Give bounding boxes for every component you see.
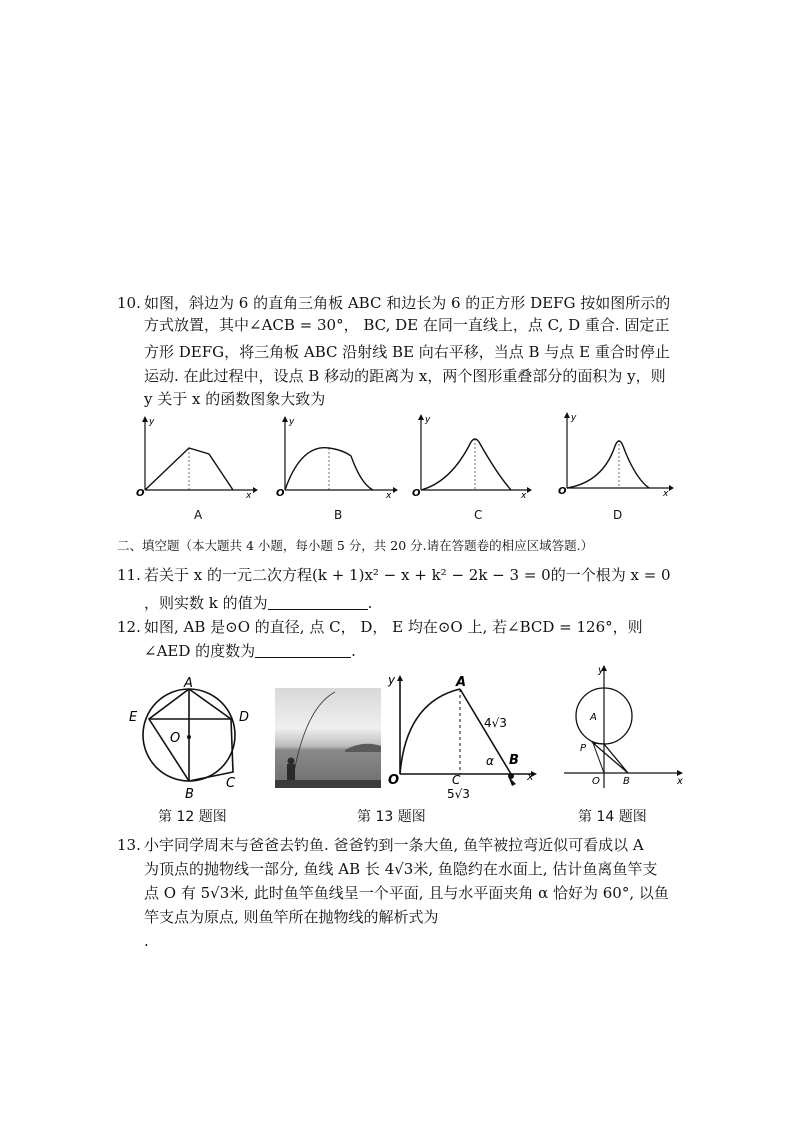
q11-line-1: 若关于 x 的一元二次方程(k + 1)x² − x + k² − 2k − 3 = 0的一个根为 x = 0 bbox=[144, 566, 671, 584]
figure-14-graph bbox=[560, 660, 686, 790]
figure-12-circle bbox=[125, 672, 260, 802]
q10-line-1: 如图，斜边为 6 的直角三角板 ABC 和边长为 6 的正方形 DEFG 按如图所示的 bbox=[144, 294, 671, 312]
fig13-label-c: C bbox=[452, 773, 461, 787]
caption-fig-14: 第 14 题图 bbox=[578, 809, 647, 825]
fig12-label-o: O bbox=[170, 731, 181, 746]
graph-a-y-label: y bbox=[149, 417, 155, 427]
option-label-c: C bbox=[474, 508, 483, 522]
fig14-label-x: x bbox=[677, 776, 683, 787]
fishing-photo bbox=[275, 688, 381, 788]
q11-line-2-end: . bbox=[367, 594, 373, 612]
q10-line-4: 运动. 在此过程中，设点 B 移动的距离为 x，两个图形重叠部分的面积为 y，则 bbox=[144, 367, 666, 385]
fig13-label-length: 4√3 bbox=[484, 716, 507, 730]
option-label-d: D bbox=[613, 508, 623, 522]
graph-d-origin: O bbox=[558, 486, 567, 496]
fig13-label-b: B bbox=[509, 753, 519, 768]
q13-line-4: 竿支点为原点, 则鱼竿所在抛物线的解析式为 bbox=[144, 908, 439, 926]
q11-line-2-text: ，则实数 k 的值为 bbox=[144, 594, 268, 612]
caption-fig-13: 第 13 题图 bbox=[357, 809, 426, 825]
fig13-label-a: A bbox=[456, 675, 467, 690]
fig12-label-c: C bbox=[226, 776, 236, 791]
q12-answer-blank[interactable] bbox=[255, 642, 351, 658]
fig13-label-y: y bbox=[388, 673, 396, 687]
graph-b-origin: O bbox=[276, 488, 285, 498]
fig12-label-e: E bbox=[129, 710, 138, 725]
graph-c-y-label: y bbox=[425, 415, 431, 425]
fig13-label-o: O bbox=[388, 773, 400, 788]
q13-line-5: . bbox=[144, 932, 149, 950]
q10-line-2: 方式放置，其中∠ACB = 30°， BC, DE 在同一直线上，点 C, D 重合. 固定正 bbox=[144, 316, 670, 334]
q13-line-1: 小宇同学周末与爸爸去钓鱼. 爸爸钓到一条大鱼, 鱼竿被拉弯近似可看成以 A bbox=[144, 836, 644, 854]
q10-number: 10. bbox=[117, 294, 141, 312]
option-label-b: B bbox=[334, 508, 343, 522]
graph-b-x-label: x bbox=[386, 491, 392, 498]
fig13-label-x: x bbox=[527, 770, 534, 783]
fig13-label-alpha: α bbox=[486, 754, 494, 768]
graph-d-y-label: y bbox=[571, 413, 577, 423]
option-graph-d bbox=[555, 410, 675, 496]
q10-line-5: y 关于 x 的函数图象大致为 bbox=[144, 390, 326, 408]
fig14-label-b: B bbox=[623, 776, 630, 787]
q13-number: 13. bbox=[117, 836, 141, 854]
fig12-label-d: D bbox=[239, 710, 250, 725]
option-graph-b bbox=[273, 414, 398, 498]
q11-number: 11. bbox=[117, 566, 141, 584]
section-header: 二、填空题（本大题共 4 小题，每小题 5 分，共 20 分.请在答题卷的相应区域答题.） bbox=[117, 538, 594, 553]
graph-d-x-label: x bbox=[663, 489, 669, 496]
q12-line-1: 如图, AB 是⊙O 的直径, 点 C， D， E 均在⊙O 上, 若∠BCD = 126°，则 bbox=[144, 618, 643, 636]
fig14-label-y: y bbox=[598, 665, 604, 676]
fig12-label-a: A bbox=[184, 676, 193, 691]
option-label-a: A bbox=[194, 508, 203, 522]
fig14-label-p: P bbox=[580, 743, 587, 754]
option-graph-a bbox=[133, 414, 258, 498]
q12-line-2-text: ∠AED 的度数为 bbox=[144, 642, 256, 660]
graph-c-x-label: x bbox=[521, 491, 527, 498]
q11-line-2 bbox=[144, 592, 372, 614]
q12-number: 12. bbox=[117, 618, 141, 636]
fig13-label-distance: 5√3 bbox=[447, 787, 470, 800]
figure-13-graph bbox=[384, 672, 540, 800]
caption-fig-12: 第 12 题图 bbox=[158, 809, 227, 825]
q13-line-2: 为顶点的抛物线一部分, 鱼线 AB 长 4√3米, 鱼隐约在水面上, 估计鱼离鱼竿支 bbox=[144, 860, 658, 878]
graph-a-x-label: x bbox=[246, 491, 252, 498]
q12-line-2-end: . bbox=[351, 642, 356, 660]
fig14-label-a: A bbox=[590, 712, 597, 723]
graph-c-origin: O bbox=[412, 488, 421, 498]
q10-line-3: 方形 DEFG，将三角板 ABC 沿射线 BE 向右平移，当点 B 与点 E 重合时停止 bbox=[144, 343, 670, 361]
q12-line-2 bbox=[144, 640, 356, 662]
fig14-label-o: O bbox=[592, 776, 600, 787]
fig12-label-b: B bbox=[185, 787, 194, 802]
q11-answer-blank[interactable] bbox=[268, 594, 368, 610]
option-graph-c bbox=[403, 412, 533, 498]
q13-line-3: 点 O 有 5√3米, 此时鱼竿鱼线呈一个平面, 且与水平面夹角 α 恰好为 60°, 以鱼 bbox=[144, 884, 669, 902]
graph-a-origin: O bbox=[136, 488, 145, 498]
graph-b-y-label: y bbox=[289, 417, 295, 427]
